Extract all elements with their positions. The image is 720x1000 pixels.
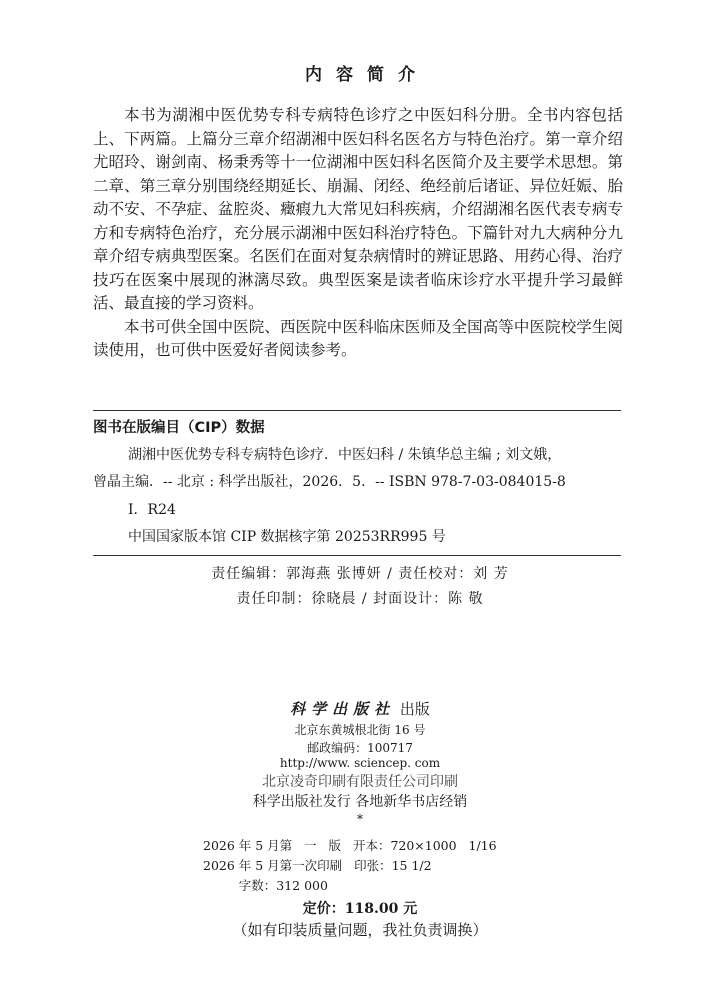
price-line: 定价：118.00 元 (302, 901, 418, 917)
printer-line: 北京凌奇印刷有限责任公司印刷 (262, 774, 458, 790)
cip-bottom-rule (93, 555, 621, 556)
cip-top-rule (93, 410, 621, 411)
intro-paragraph-1: 本书为湖湘中医优势专科专病特色诊疗之中医妇科分册。全书内容包括上、下两篇。上篇分三章介绍湖湘中医妇科名医名方与特色治疗。第一章介绍尤昭玲、谢剑南、杨秉秀等十一位湖湘中医妇科名医简介及主要学术思想。第二章、第三章分别围绕经期延长、崩漏、闭经、绝经前后诸证、异位妊娠、胎动不安、不孕症、盆腔炎、癥瘕九大常见妇科疾病，介绍湖湘名医代表专病专方和专病特色治疗，充分展示湖湘中医妇科治疗特色。下篇针对九大病种分九章介绍专病典型医案。名医们在面对复杂病情时的辨证思路、用药心得、治疗技巧在医案中展现的淋漓尽致。典型医案是读者临床诊疗水平提升学习最鲜活、最直接的学习资料。 (93, 106, 623, 312)
publisher-url: http://www. sciencep. com (279, 756, 441, 770)
word-count-line: 字数：312 000 (203, 878, 328, 893)
editors-line: 责任编辑：郭海燕 张博妍 / 责任校对：刘 芳 (211, 566, 509, 582)
cip-line-1: 湖湘中医优势专科专病特色诊疗．中医妇科 / 朱镇华总主编 ; 刘文娥， (128, 447, 562, 463)
distribution-line: 科学出版社发行 各地新华书店经销 (252, 794, 468, 810)
publisher-name: 科学出版社 (290, 700, 396, 718)
quality-note: （如有印装质量问题，我社负责调换） (232, 921, 488, 939)
page-title: 内容简介 (305, 65, 429, 85)
cip-heading: 图书在版编目（CIP）数据 (93, 420, 265, 436)
cip-line-2: 曾晶主编．-- 北京 : 科学出版社，2026．5．-- ISBN 978-7-03-084015-8 (93, 474, 566, 490)
publisher-address: 北京东黄城根北街 16 号 (294, 723, 426, 737)
publisher-postcode: 邮政编码：100717 (307, 741, 413, 755)
cip-line-3: Ⅰ．R24 (128, 502, 176, 518)
edition-format-line: 2026 年 5 月第 一 版 开本：720×1000 1/16 (203, 838, 497, 853)
cip-line-4: 中国国家版本馆 CIP 数据核字第 20253RR995 号 (128, 529, 446, 545)
production-line: 责任印制：徐晓晨 / 封面设计：陈 敬 (236, 591, 484, 607)
printing-sheets-line: 2026 年 5 月第一次印刷 印张：15 1/2 (203, 858, 432, 873)
introduction (93, 104, 623, 363)
intro-paragraph-2: 本书可供全国中医院、西医院中医科临床医师及全国高等中医院校学生阅读使用，也可供中医爱好者阅读参考。 (93, 317, 623, 359)
publisher-suffix: 出版 (399, 700, 430, 718)
publisher-line (0, 698, 720, 719)
separator-asterisk: * (357, 812, 363, 826)
